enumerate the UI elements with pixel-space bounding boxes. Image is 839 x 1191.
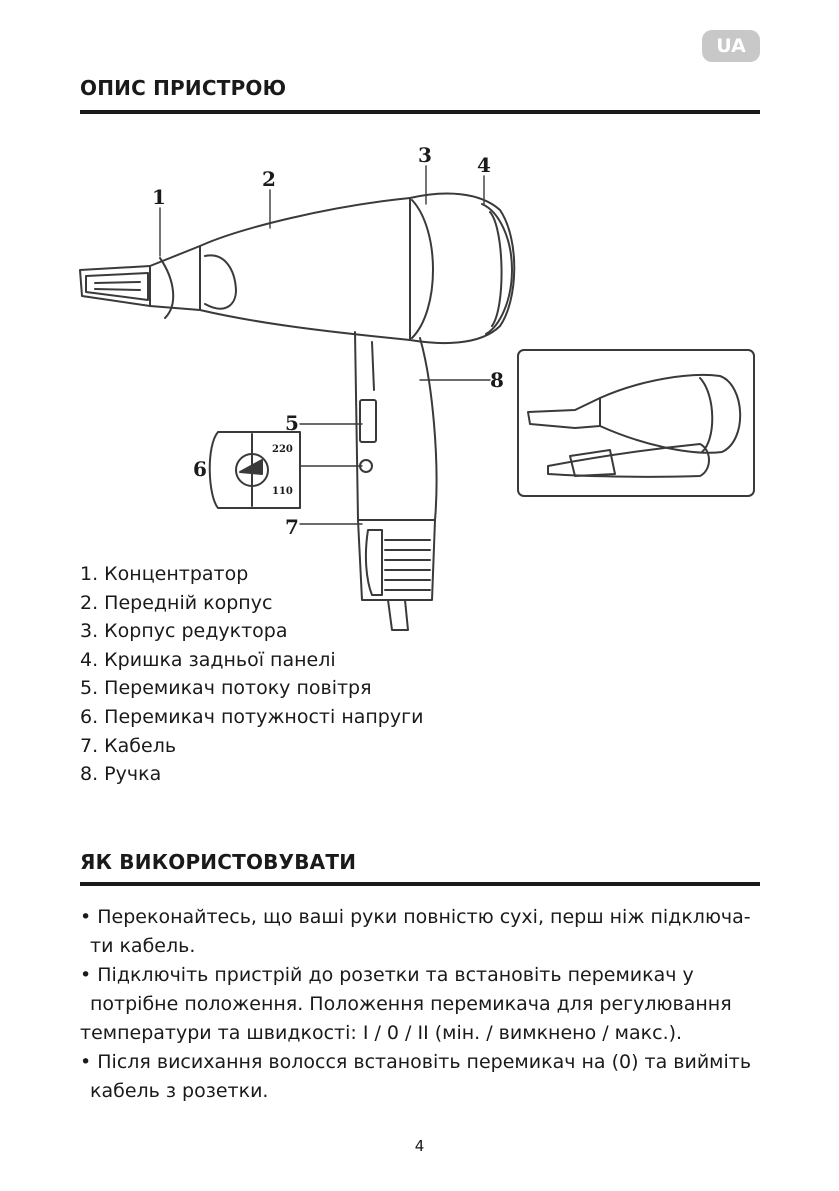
parts-list-item: 7. Кабель	[80, 734, 177, 757]
front-body-illustration	[160, 198, 410, 340]
callout-6: 6	[193, 457, 207, 481]
instruction-line: • Після висихання волосся встановіть перемикач на (0) та вийміть	[80, 1051, 752, 1073]
concentrator-illustration	[80, 246, 200, 310]
parts-list-item: 6. Перемикач потужності напруги	[80, 705, 424, 728]
voltage-110-label: 110	[272, 486, 293, 497]
instructions-list	[80, 903, 770, 1106]
folded-view-inset	[518, 350, 754, 496]
instruction-line: • Підключіть пристрій до розетки та встановіть перемикач у	[80, 964, 694, 986]
parts-list-item: 1. Концентратор	[80, 563, 249, 585]
callout-1: 1	[152, 185, 166, 209]
callout-8: 8	[490, 368, 504, 392]
parts-list-item: 3. Корпус редуктора	[80, 620, 288, 643]
instruction-line: температури та швидкості: I / 0 / II (мін. / вимкнено / макс.).	[80, 1022, 683, 1044]
instruction-line: потрібне положення. Положення перемикача для регулювання	[90, 993, 732, 1015]
section-title-description: ОПИС ПРИСТРОЮ	[80, 76, 287, 100]
section-divider	[80, 882, 760, 886]
handle-illustration	[355, 332, 437, 520]
language-badge: UA	[702, 30, 760, 62]
parts-list-item: 8. Ручка	[80, 763, 162, 786]
parts-list-item: 4. Кришка задньої панелі	[80, 648, 336, 671]
instruction-line: ти кабель.	[90, 935, 196, 957]
parts-list-item: 2. Передній корпус	[80, 591, 273, 614]
voltage-220-label: 220	[272, 444, 293, 455]
callout-5: 5	[285, 411, 299, 435]
callout-4: 4	[477, 153, 491, 177]
instruction-line: кабель з розетки.	[90, 1080, 269, 1102]
callout-3: 3	[418, 143, 432, 167]
instruction-line: • Переконайтесь, що ваші руки повністю сухі, перш ніж підключа-	[80, 906, 751, 928]
section-title-how-to-use: ЯК ВИКОРИСТОВУВАТИ	[80, 850, 357, 874]
page-number: 4	[414, 1137, 425, 1155]
callout-2: 2	[262, 167, 276, 191]
parts-list	[80, 560, 423, 789]
parts-list-item: 5. Перемикач потоку повітря	[80, 677, 372, 700]
callout-7: 7	[285, 515, 299, 539]
